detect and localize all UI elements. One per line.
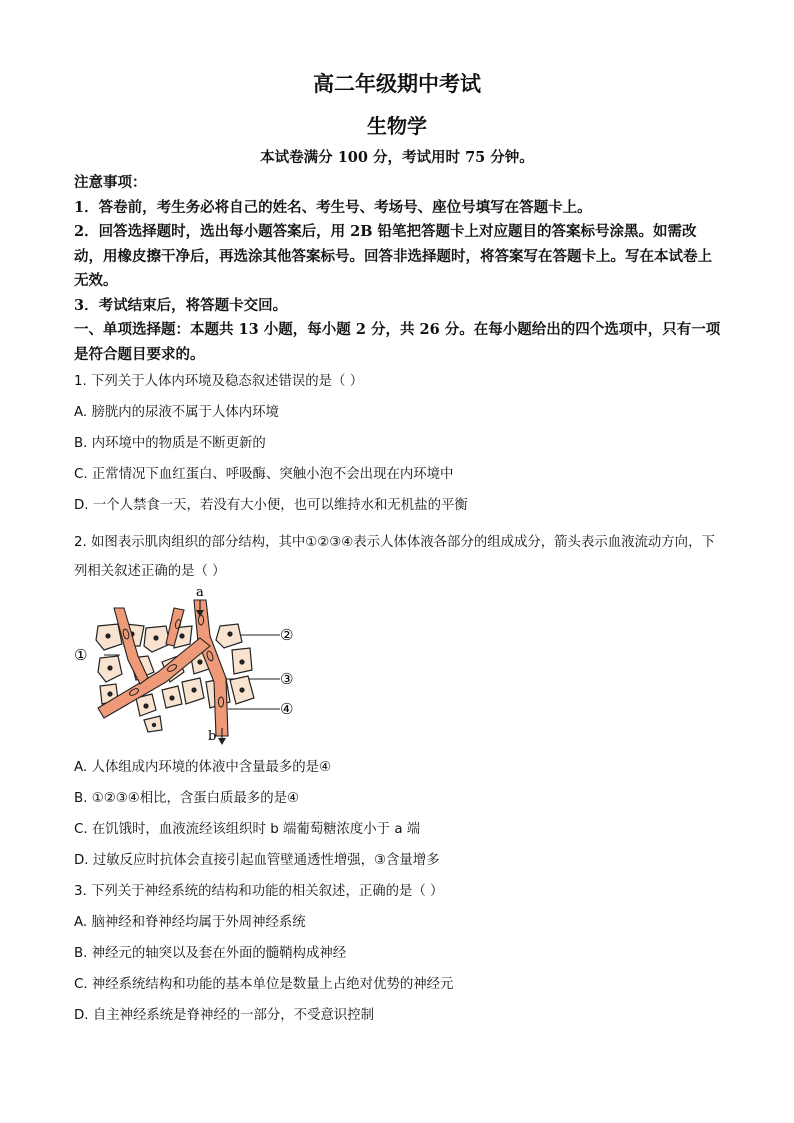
notice-heading: 注意事项： [74, 174, 147, 191]
exam-info: 本试卷满分 100 分，考试用时 75 分钟。 [260, 149, 534, 166]
option-b: B. 内环境中的物质是不断更新的 [74, 436, 266, 451]
notice-block [74, 171, 724, 367]
label-4: ④ [280, 700, 294, 718]
section-heading: 一、单项选择题：本题共 13 小题，每小题 2 分，共 26 分。在每小题给出的四个选项中，只有一项是符合题目要求的。 [74, 321, 721, 363]
arrow-head-out [218, 738, 226, 745]
option-b: B. ①②③④相比，含蛋白质最多的是④ [74, 791, 300, 806]
label-3: ③ [280, 670, 294, 688]
subject-title: 生物学 [367, 114, 427, 138]
option-b: B. 神经元的轴突以及套在外面的髓鞘构成神经 [74, 946, 347, 961]
muscle-tissue-figure [70, 586, 300, 746]
question-1 [74, 372, 724, 516]
question-2-options [74, 758, 724, 871]
label-b: b [208, 729, 217, 744]
option-c: C. 在饥饿时，血液流经该组织时 b 端葡萄糖浓度小于 a 端 [74, 822, 421, 837]
notice-item-1: 1．答卷前，考生务必将自己的姓名、考生号、考场号、座位号填写在答题卡上。 [74, 198, 592, 216]
notice-item-3: 3．考试结束后，将答题卡交回。 [74, 296, 288, 314]
notice-item-2: 2．回答选择题时，选出每小题答案后，用 2B 铅笔把答题卡上对应题目的答案标号涂黑。如需改动，用橡皮擦干净后，再选涂其他答案标号。回答非选择题时，将答案写在答题卡上。写在本试卷上无效。 [74, 223, 712, 289]
option-c: C. 神经系统结构和功能的基本单位是数量上占绝对优势的神经元 [74, 977, 454, 992]
option-a: A. 膀胱内的尿液不属于人体内环境 [74, 405, 279, 420]
option-a: A. 脑神经和脊神经均属于外周神经系统 [74, 915, 306, 930]
question-stem: 1. 下列关于人体内环境及稳态叙述错误的是（ ） [74, 374, 364, 389]
option-d: D. 一个人禁食一天，若没有大小便，也可以维持水和无机盐的平衡 [74, 498, 468, 513]
label-1: ① [74, 646, 88, 664]
label-2: ② [280, 626, 294, 644]
question-3 [74, 882, 724, 1026]
option-d: D. 自主神经系统是脊神经的一部分，不受意识控制 [74, 1008, 375, 1023]
question-stem: 3. 下列关于神经系统的结构和功能的相关叙述，正确的是（ ） [74, 884, 444, 899]
option-a: A. 人体组成内环境的体液中含量最多的是④ [74, 760, 332, 775]
option-d: D. 过敏反应时抗体会直接引起血管壁通透性增强，③含量增多 [74, 853, 440, 868]
label-a: a [196, 586, 204, 600]
exam-title: 高二年级期中考试 [313, 71, 481, 96]
question-2-stem [74, 528, 724, 586]
option-c: C. 正常情况下血红蛋白、呼吸酶、突触小泡不会出现在内环境中 [74, 467, 454, 482]
question-stem: 2. 如图表示肌肉组织的部分结构，其中①②③④表示人体体液各部分的组成成分，箭头表示血液流动方向，下列相关叙述正确的是（ ） [74, 535, 715, 579]
